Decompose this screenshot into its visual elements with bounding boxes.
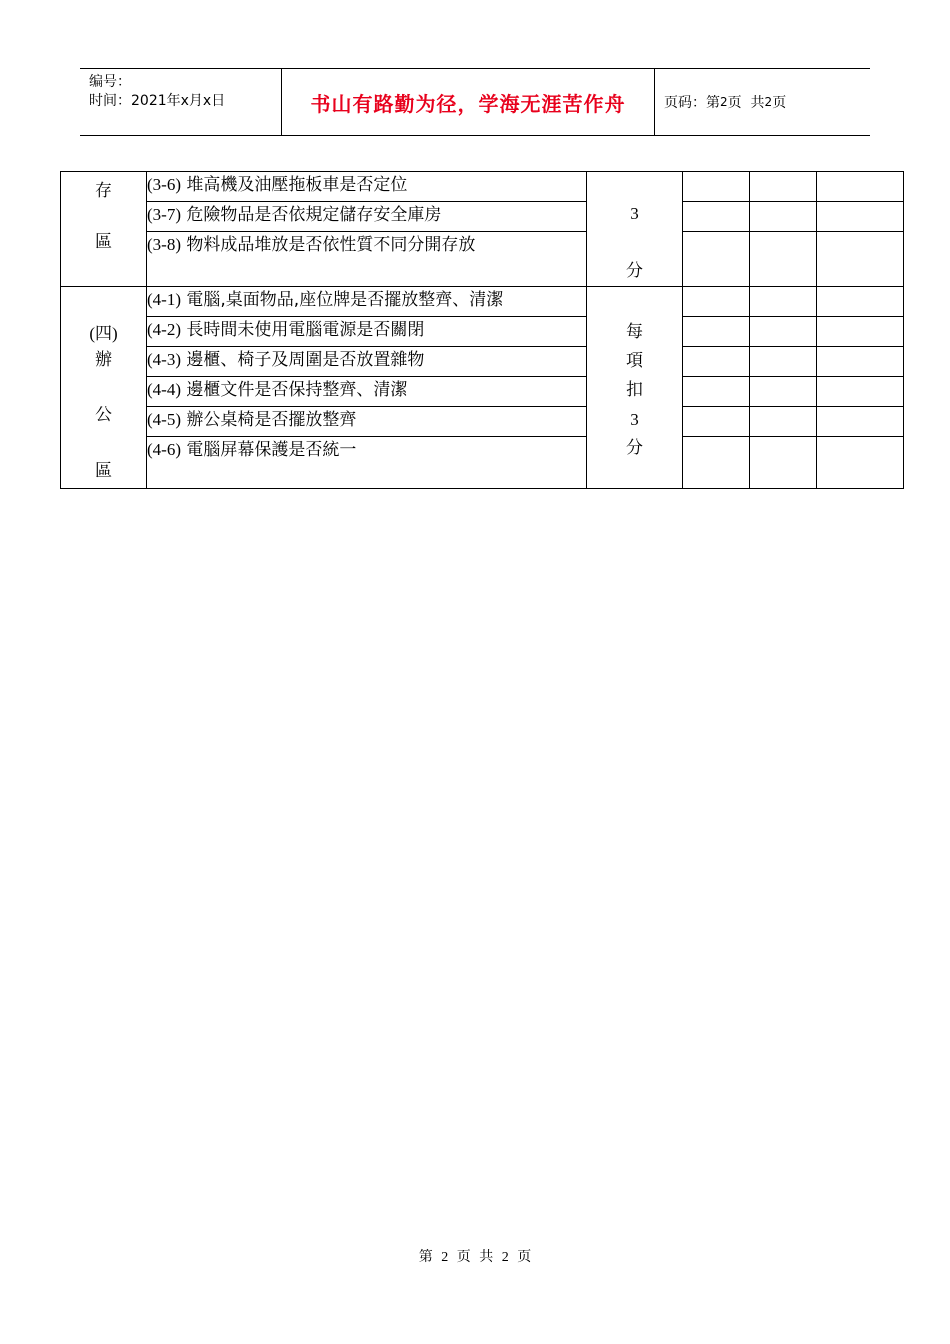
inspection-table bbox=[60, 171, 904, 489]
blank-cell[interactable] bbox=[683, 287, 750, 317]
check-item bbox=[147, 172, 587, 202]
blank-cell[interactable] bbox=[817, 202, 904, 232]
table-row bbox=[61, 437, 904, 489]
blank-cell[interactable] bbox=[750, 437, 817, 489]
blank-cell[interactable] bbox=[683, 347, 750, 377]
page-end: 页 bbox=[772, 95, 787, 111]
score-char: 扣 bbox=[626, 380, 643, 400]
area-char: 存 bbox=[95, 181, 112, 201]
serial-label: 编号： bbox=[89, 74, 131, 90]
blank-cell[interactable] bbox=[750, 407, 817, 437]
blank-cell[interactable] bbox=[683, 202, 750, 232]
table-row bbox=[61, 407, 904, 437]
blank-cell[interactable] bbox=[683, 437, 750, 489]
item-text: 危險物品是否依規定儲存安全庫房 bbox=[180, 205, 442, 225]
blank-cell[interactable] bbox=[750, 377, 817, 407]
blank-cell[interactable] bbox=[750, 347, 817, 377]
table-row bbox=[61, 347, 904, 377]
blank-cell[interactable] bbox=[817, 317, 904, 347]
blank-cell[interactable] bbox=[683, 317, 750, 347]
header-meta bbox=[89, 73, 279, 111]
area-cell-storage bbox=[61, 172, 147, 287]
blank-cell[interactable] bbox=[817, 407, 904, 437]
score-char: 分 bbox=[626, 438, 643, 458]
check-item bbox=[147, 437, 587, 489]
page-number: 2 bbox=[720, 95, 728, 109]
table-row bbox=[61, 317, 904, 347]
item-code: (3-6) bbox=[147, 175, 181, 194]
page-header bbox=[80, 68, 870, 136]
blank-cell[interactable] bbox=[817, 232, 904, 287]
item-code: (3-8) bbox=[147, 235, 181, 254]
blank-cell[interactable] bbox=[817, 377, 904, 407]
item-code: (3-7) bbox=[147, 205, 181, 224]
header-divider bbox=[654, 69, 655, 135]
item-text: 電腦,桌面物品,座位牌是否擺放整齊、清潔 bbox=[180, 290, 504, 310]
item-code: (4-3) bbox=[147, 350, 181, 369]
score-char: 項 bbox=[626, 351, 643, 371]
page-footer: 第 2 页 共 2 页 bbox=[418, 1250, 532, 1265]
blank-cell[interactable] bbox=[683, 232, 750, 287]
page-total: 2 bbox=[764, 95, 773, 109]
page-mid: 页 共 bbox=[727, 95, 765, 111]
item-text: 邊櫃、椅子及周圍是否放置雜物 bbox=[180, 350, 425, 370]
header-page-info bbox=[664, 69, 786, 135]
item-text: 物料成品堆放是否依性質不同分開存放 bbox=[180, 235, 476, 255]
area-char: 區 bbox=[95, 460, 112, 481]
check-item bbox=[147, 232, 587, 287]
blank-cell[interactable] bbox=[750, 317, 817, 347]
item-text: 辦公桌椅是否擺放整齊 bbox=[180, 410, 357, 430]
item-text: 堆高機及油壓拖板車是否定位 bbox=[180, 175, 408, 195]
blank-cell[interactable] bbox=[750, 202, 817, 232]
blank-cell[interactable] bbox=[750, 287, 817, 317]
item-text: 電腦屏幕保護是否統一 bbox=[180, 440, 357, 460]
item-code: (4-1) bbox=[147, 290, 181, 309]
area-cell-office bbox=[61, 287, 147, 489]
item-code: (4-2) bbox=[147, 320, 181, 339]
page-label: 页码：第 bbox=[664, 95, 720, 111]
check-item bbox=[147, 202, 587, 232]
table-row bbox=[61, 172, 904, 202]
item-text: 長時間未使用電腦電源是否關閉 bbox=[180, 320, 425, 340]
area-char: (四) bbox=[89, 324, 118, 343]
area-char: 公 bbox=[95, 405, 112, 426]
item-text: 邊櫃文件是否保持整齊、清潔 bbox=[180, 380, 408, 400]
header-motto: 书山有路勤为径，学海无涯苦作舟 bbox=[310, 91, 626, 116]
area-char: 辦 bbox=[95, 349, 112, 370]
check-item bbox=[147, 407, 587, 437]
score-unit: 分 bbox=[626, 261, 643, 281]
item-code: (4-4) bbox=[147, 380, 181, 399]
blank-cell[interactable] bbox=[683, 377, 750, 407]
blank-cell[interactable] bbox=[817, 287, 904, 317]
table-row bbox=[61, 232, 904, 287]
blank-cell[interactable] bbox=[750, 232, 817, 287]
table-row bbox=[61, 377, 904, 407]
blank-cell[interactable] bbox=[683, 172, 750, 202]
table-row bbox=[61, 202, 904, 232]
score-cell-storage bbox=[587, 172, 683, 287]
score-char: 每 bbox=[626, 322, 643, 342]
score-cell-office bbox=[587, 287, 683, 489]
blank-cell[interactable] bbox=[683, 407, 750, 437]
check-item bbox=[147, 347, 587, 377]
check-item bbox=[147, 377, 587, 407]
score-value: 3 bbox=[630, 204, 639, 223]
date-label: 时间：2021年x月x日 bbox=[89, 93, 226, 109]
item-code: (4-5) bbox=[147, 410, 181, 429]
blank-cell[interactable] bbox=[750, 172, 817, 202]
table-row bbox=[61, 287, 904, 317]
blank-cell[interactable] bbox=[817, 437, 904, 489]
blank-cell[interactable] bbox=[817, 172, 904, 202]
score-char: 3 bbox=[630, 410, 639, 429]
item-code: (4-6) bbox=[147, 440, 181, 459]
check-item bbox=[147, 287, 587, 317]
blank-cell[interactable] bbox=[817, 347, 904, 377]
check-item bbox=[147, 317, 587, 347]
area-char: 區 bbox=[95, 232, 112, 252]
